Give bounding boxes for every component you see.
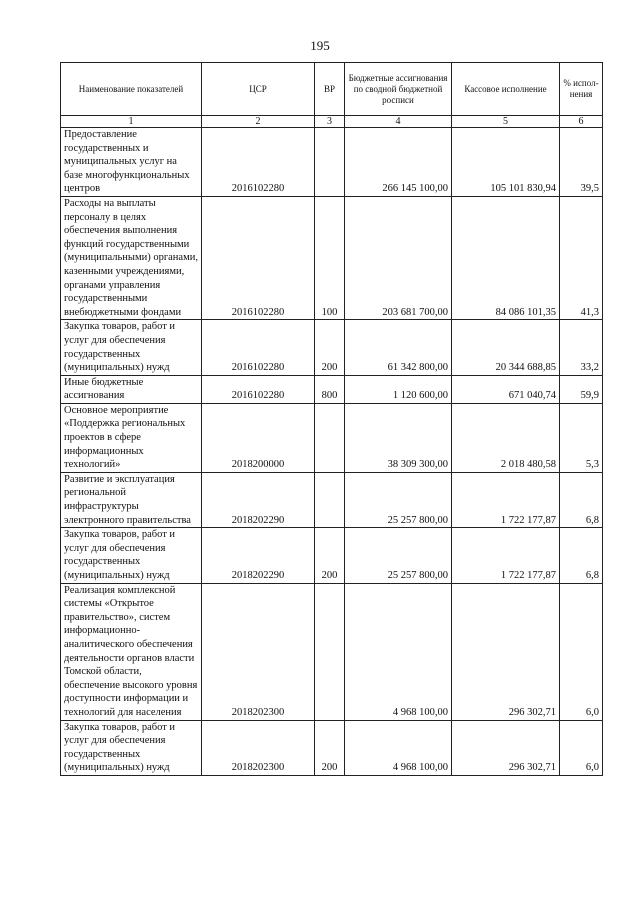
execution-percent-cell: 5,3: [560, 403, 603, 472]
vr-code-cell: 800: [315, 375, 345, 403]
column-number: 4: [345, 116, 452, 128]
execution-percent-cell: 6,8: [560, 472, 603, 527]
budget-amount-cell: 61 342 800,00: [345, 320, 452, 375]
csr-code-cell: 2016102280: [202, 128, 315, 197]
table-row: [61, 196, 603, 319]
header-budget-allocations: Бюджетные ассигнования по сводной бюджетной росписи: [345, 63, 452, 116]
executed-amount-cell: 1 722 177,87: [452, 528, 560, 583]
table-row: [61, 472, 603, 527]
indicator-name-cell: Иные бюджетные ассигнования: [61, 375, 202, 403]
column-number: 1: [61, 116, 202, 128]
vr-code-cell: [315, 472, 345, 527]
csr-code-cell: 2018202300: [202, 720, 315, 775]
column-number: 2: [202, 116, 315, 128]
budget-amount-cell: 38 309 300,00: [345, 403, 452, 472]
budget-amount-cell: 266 145 100,00: [345, 128, 452, 197]
table-row: [61, 720, 603, 775]
execution-percent-cell: 41,3: [560, 196, 603, 319]
csr-code-cell: 2018200000: [202, 403, 315, 472]
table-row: [61, 403, 603, 472]
execution-percent-cell: 6,8: [560, 528, 603, 583]
page-number: 195: [310, 38, 330, 53]
executed-amount-cell: 1 722 177,87: [452, 472, 560, 527]
executed-amount-cell: 671 040,74: [452, 375, 560, 403]
indicator-name-cell: Развитие и эксплуатация региональной инфраструктуры электронного правительства: [61, 472, 202, 527]
executed-amount-cell: 105 101 830,94: [452, 128, 560, 197]
execution-percent-cell: 33,2: [560, 320, 603, 375]
budget-amount-cell: 25 257 800,00: [345, 528, 452, 583]
executed-amount-cell: 84 086 101,35: [452, 196, 560, 319]
execution-percent-cell: 6,0: [560, 583, 603, 720]
vr-code-cell: 200: [315, 320, 345, 375]
vr-code-cell: 200: [315, 528, 345, 583]
indicator-name-cell: Основное мероприятие «Поддержка региональных проектов в сфере информационных технологий»: [61, 403, 202, 472]
indicator-name-cell: Закупка товаров, работ и услуг для обеспечения государственных (муниципальных) нужд: [61, 720, 202, 775]
table-row: [61, 375, 603, 403]
csr-code-cell: 2018202300: [202, 583, 315, 720]
table-row: [61, 320, 603, 375]
budget-amount-cell: 25 257 800,00: [345, 472, 452, 527]
csr-code-cell: 2016102280: [202, 196, 315, 319]
csr-code-cell: 2016102280: [202, 320, 315, 375]
indicator-name-cell: Закупка товаров, работ и услуг для обеспечения государственных (муниципальных) нужд: [61, 528, 202, 583]
executed-amount-cell: 296 302,71: [452, 720, 560, 775]
vr-code-cell: 100: [315, 196, 345, 319]
indicator-name-cell: Закупка товаров, работ и услуг для обеспечения государственных (муниципальных) нужд: [61, 320, 202, 375]
budget-amount-cell: 4 968 100,00: [345, 583, 452, 720]
column-number: 6: [560, 116, 603, 128]
header-vr: ВР: [315, 63, 345, 116]
budget-amount-cell: 4 968 100,00: [345, 720, 452, 775]
indicator-name-cell: Расходы на выплаты персоналу в целях обеспечения выполнения функций государственными (муниципальными) органами, казенными учреждениями, органами управления государственными внебюджетными фондами: [61, 196, 202, 319]
header-indicator-name: Наименование показателей: [61, 63, 202, 116]
vr-code-cell: [315, 583, 345, 720]
executed-amount-cell: 20 344 688,85: [452, 320, 560, 375]
executed-amount-cell: 296 302,71: [452, 583, 560, 720]
csr-code-cell: 2018202290: [202, 528, 315, 583]
vr-code-cell: [315, 128, 345, 197]
column-number: 5: [452, 116, 560, 128]
budget-amount-cell: 203 681 700,00: [345, 196, 452, 319]
execution-percent-cell: 6,0: [560, 720, 603, 775]
table-row: [61, 583, 603, 720]
execution-percent-cell: 39,5: [560, 128, 603, 197]
table-row: [61, 528, 603, 583]
vr-code-cell: 200: [315, 720, 345, 775]
execution-percent-cell: 59,9: [560, 375, 603, 403]
header-cash-execution: Кассовое исполнение: [452, 63, 560, 116]
table-header-row: [61, 63, 603, 116]
vr-code-cell: [315, 403, 345, 472]
csr-code-cell: 2018202290: [202, 472, 315, 527]
table-row: [61, 128, 603, 197]
column-number: 3: [315, 116, 345, 128]
column-numbers-row: [61, 116, 603, 128]
header-execution-percent: % испол-нения: [560, 63, 603, 116]
budget-amount-cell: 1 120 600,00: [345, 375, 452, 403]
header-csr: ЦСР: [202, 63, 315, 116]
executed-amount-cell: 2 018 480,58: [452, 403, 560, 472]
indicator-name-cell: Предоставление государственных и муниципальных услуг на базе многофункциональных центров: [61, 128, 202, 197]
csr-code-cell: 2016102280: [202, 375, 315, 403]
budget-execution-table: [60, 62, 603, 776]
indicator-name-cell: Реализация комплексной системы «Открытое правительство», систем информационно-аналитического обеспечения деятельности органов власти Томской области, обеспечение высокого уровня доступности информации и технологий для населения: [61, 583, 202, 720]
